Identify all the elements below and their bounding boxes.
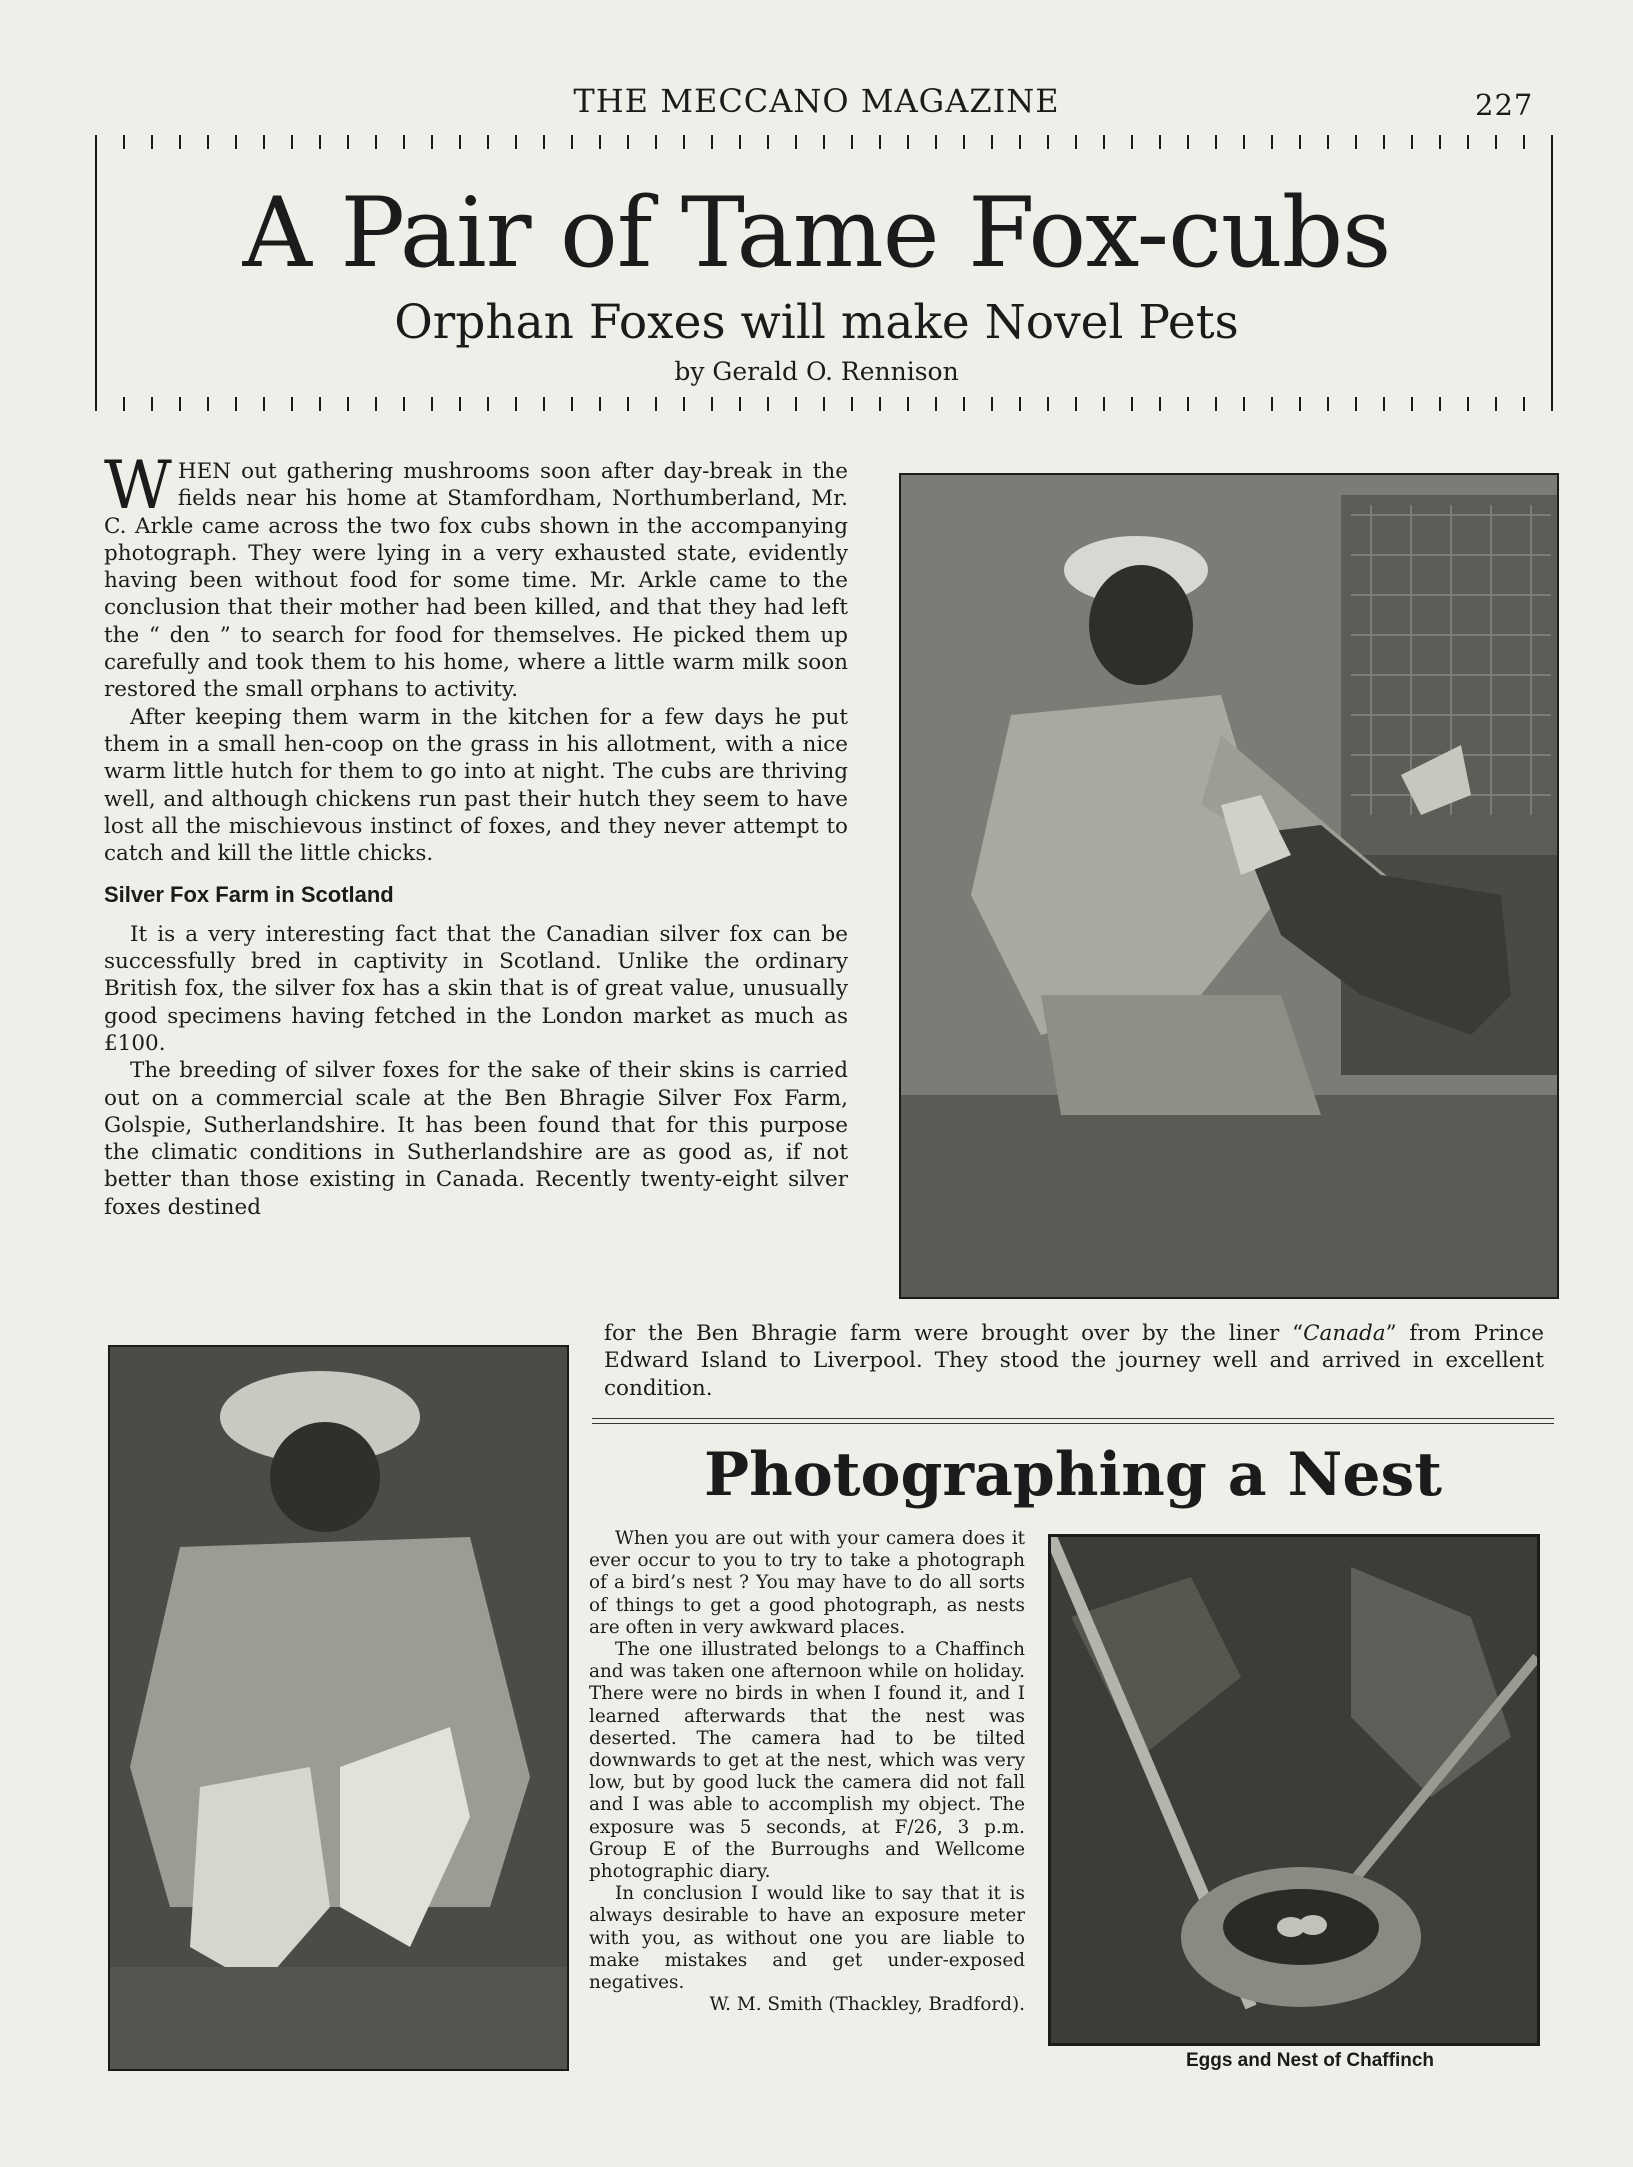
article-paragraph-4-continued <box>604 1320 1544 1402</box>
photo-man-cubs-illustration <box>110 1347 567 2069</box>
page-number: 227 <box>1475 88 1534 122</box>
article-subtitle: Orphan Foxes will make Novel Pets <box>394 295 1239 350</box>
article-paragraph-4: The breeding of silver foxes for the sake of their skins is carried out on a commercial scale at the Ben Bhragie Silver Fox Farm, Golspie, Sutherlandshire. It has been found that for this purpose the climatic conditions in Sutherlandshire are as good as, if not better than those existing in Canada. Recently twenty-eight silver foxes destined <box>104 1058 848 1220</box>
article-continuation <box>604 1320 1544 1402</box>
nest-column <box>589 1528 1025 2016</box>
section-heading: Silver Fox Farm in Scotland <box>104 882 394 908</box>
nest-section-title: Photographing a Nest <box>703 1440 1443 1510</box>
article-paragraph-1 <box>104 447 848 704</box>
nest-paragraph-2: The one illustrated belongs to a Chaffinch and was taken one afternoon while on holiday. There were no birds in when I found it, and I learned afterwards that the nest was deserted. The camera had to be tilted downwards to get at the nest, which was very low, but by good luck the camera did not fall and I was able to accomplish my object. The exposure was 5 seconds, at F/26, 3 p.m. Group E of the Burroughs and Wellcome photographic diary. <box>589 1639 1025 1883</box>
article-title: A Pair of Tame Fox-cubs <box>242 177 1391 289</box>
photo-man-fox-illustration <box>901 475 1557 1297</box>
article-paragraph-1-text: HEN out gathering mushrooms soon after day-break in the fields near his home at Stamfordham, Northumberland, Mr. C. Arkle came across the two fox cubs shown in the accompanying photograph. They were lying in a very exhausted state, evidently having been without food for some time. Mr. Arkle came to the conclusion that their mother had been killed, and that they had left the “ den ” to search for food for themselves. He picked them up carefully and took them to his home, where a little warm milk soon restored the small orphans to activity. <box>104 459 848 703</box>
continuation-text-b: ” from Prince Edward Island to Liverpool. They stood the journey well and arrived in excellent condition. <box>604 1321 1544 1401</box>
article-column-left <box>104 447 848 1221</box>
ship-name: Canada <box>1303 1321 1386 1346</box>
photo-chaffinch-nest <box>1048 1534 1540 2046</box>
article-byline: by Gerald O. Rennison <box>674 357 959 386</box>
drop-cap: W <box>104 447 172 524</box>
nest-paragraph-1: When you are out with your camera does it ever occur to you to try to take a photograph of a bird’s nest ? You may have to do all sorts of things to get a good photograph, as nests are often in very awkward places. <box>589 1528 1025 1638</box>
photo-man-with-fox-cub-at-hutch <box>899 473 1559 1299</box>
section-divider-rule <box>592 1418 1554 1419</box>
running-title: THE MECCANO MAGAZINE <box>573 82 1060 120</box>
nest-signature: W. M. Smith (Thackley, Bradford). <box>709 1994 1025 2016</box>
section-divider-rule-2 <box>592 1423 1554 1424</box>
photo-man-holding-two-fox-cubs <box>108 1345 569 2071</box>
continuation-text-a: for the Ben Bhragie farm were brought over by the liner “ <box>604 1321 1304 1346</box>
photo-nest-illustration <box>1051 1537 1537 2043</box>
nest-photo-caption: Eggs and Nest of Chaffinch <box>1185 2050 1435 2071</box>
article-paragraph-2: After keeping them warm in the kitchen for a few days he put them in a small hen-coop on the grass in his allotment, with a nice warm little hutch for them to go into at night. The cubs are thriving well, and although chickens run past their hutch they seem to have lost all the mischievous instinct of foxes, and they never attempt to catch and kill the little chicks. <box>104 704 848 867</box>
nest-paragraph-3: In conclusion I would like to say that it is always desirable to have an exposure meter with you, as without one you are liable to make mistakes and get under-exposed negatives. <box>589 1883 1025 1994</box>
article-paragraph-3: It is a very interesting fact that the Canadian silver fox can be successfully bred in captivity in Scotland. Unlike the ordinary British fox, the silver fox has a skin that is of great value, unusually good specimens having fetched in the London market as much as £100. <box>104 921 848 1056</box>
